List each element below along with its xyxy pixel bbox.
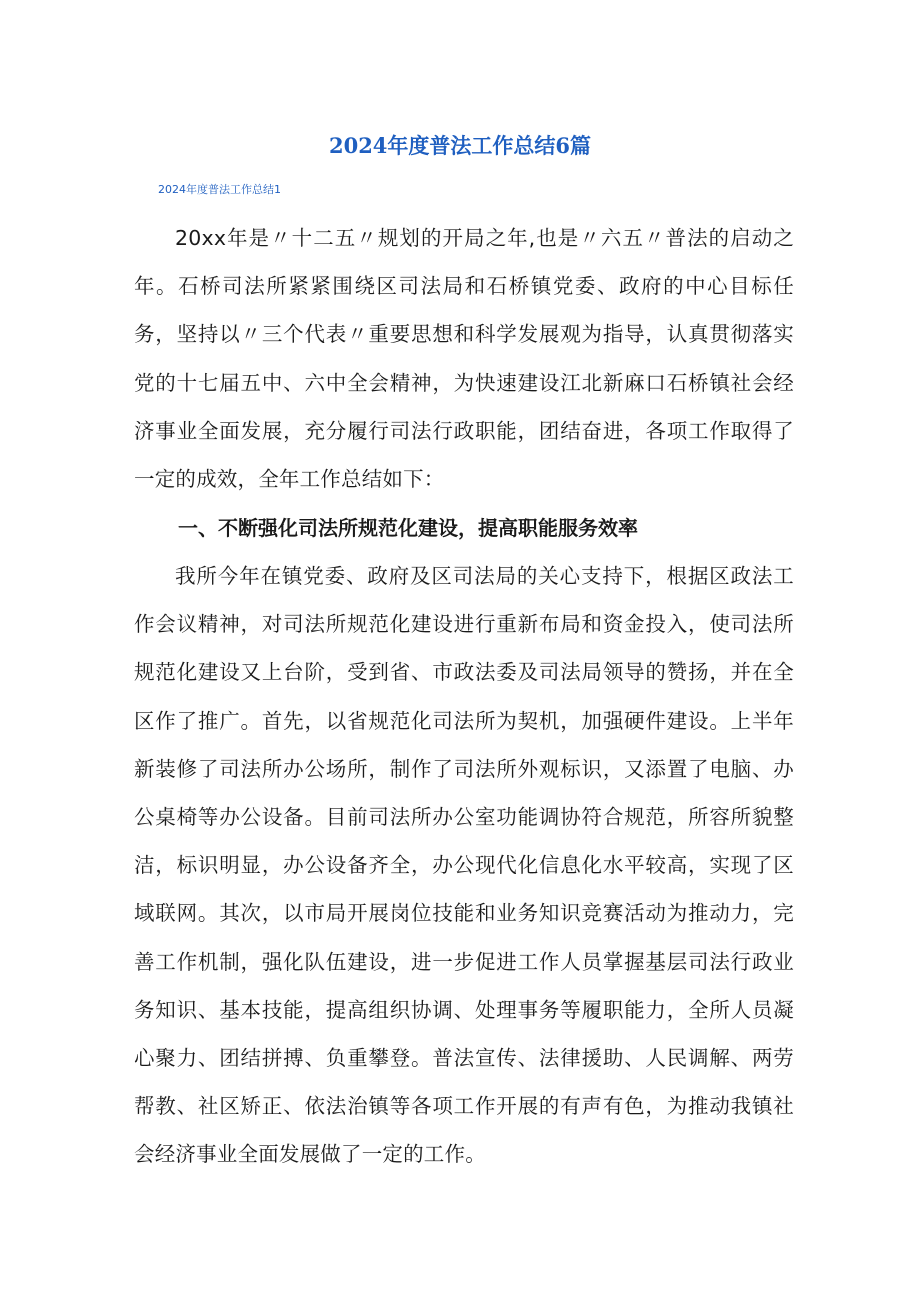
document-subtitle: 2024年度普法工作总结1 bbox=[158, 183, 281, 196]
paragraph-section-1: 我所今年在镇党委、政府及区司法局的关心支持下，根据区政法工作会议精神，对司法所规范化建设进行重新布局和资金投入，使司法所规范化建设又上台阶，受到省、市政法委及司法局领导的赞扬，并在全区作了推广。首先，以省规范化司法所为契机，加强硬件建设。上半年新装修了司法所办公场所，制作了司法所外观标识，又添置了电脑、办公桌椅等办公设备。目前司法所办公室功能调协符合规范，所容所貌整洁，标识明显，办公设备齐全，办公现代化信息化水平较高，实现了区域联网。其次，以市局开展岗位技能和业务知识竞赛活动为推动力，完善工作机制，强化队伍建设，进一步促进工作人员掌握基层司法行政业务知识、基本技能，提高组织协调、处理事务等履职能力，全所人员凝心聚力、团结拼搏、负重攀登。普法宣传、法律援助、人民调解、两劳帮教、社区矫正、依法治镇等各项工作开展的有声有色，为推动我镇社会经济事业全面发展做了一定的工作。 bbox=[134, 564, 794, 1167]
section-heading: 一、不断强化司法所规范化建设，提高职能服务效率 bbox=[178, 516, 638, 540]
paragraph-intro: 20xx年是〃十二五〃规划的开局之年,也是〃六五〃普法的启动之年。石桥司法所紧紧围绕区司法局和石桥镇党委、政府的中心目标任务，坚持以〃三个代表〃重要思想和科学发展观为指导，认真贯彻落实党的十七届五中、六中全会精神，为快速建设江北新麻口石桥镇社会经济事业全面发展，充分履行司法行政职能，团结奋进，各项工作取得了一定的成效，全年工作总结如下： bbox=[134, 226, 794, 492]
document-title: 2024年度普法工作总结6篇 bbox=[328, 133, 592, 158]
